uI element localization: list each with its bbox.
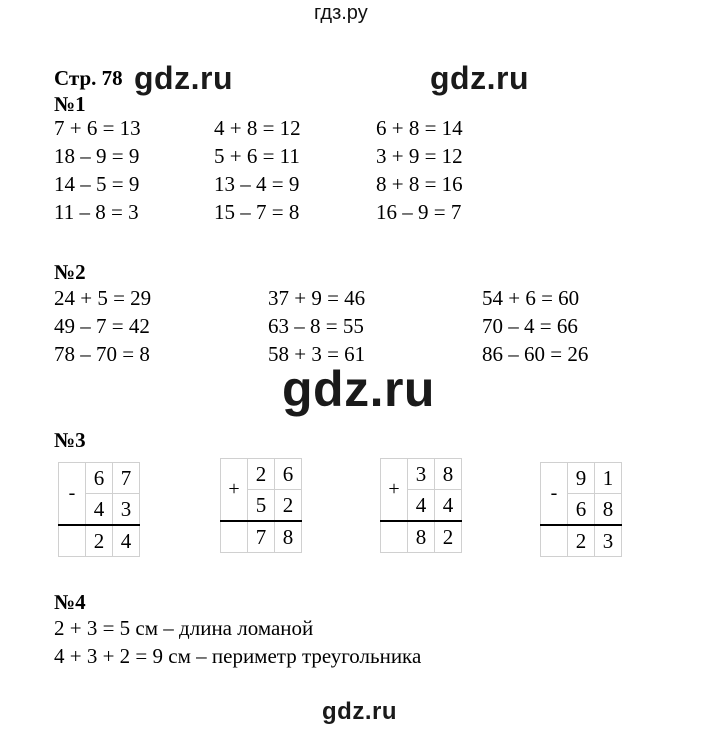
task-4-heading: №4 — [54, 590, 86, 614]
equation: 49 – 7 = 42 — [54, 314, 150, 338]
task-1-column-3 — [376, 114, 463, 226]
digit: 6 — [568, 494, 595, 526]
task-1-column-1 — [54, 114, 141, 226]
digit: 4 — [435, 490, 462, 522]
digit: 5 — [248, 490, 275, 522]
equation: 18 – 9 = 9 — [54, 144, 140, 168]
digit: 2 — [248, 459, 275, 490]
plus-sign: + — [221, 459, 248, 522]
task-4-lines — [54, 614, 421, 670]
equation: 5 + 6 = 11 — [214, 144, 300, 168]
equation: 37 + 9 = 46 — [268, 286, 366, 310]
solution-line: 4 + 3 + 2 = 9 см – периметр треугольника — [54, 644, 422, 668]
task-2-column-1 — [54, 284, 151, 368]
column-subtraction-2 — [540, 462, 622, 557]
digit: 7 — [113, 463, 140, 494]
result-digit: 4 — [113, 525, 140, 557]
equation: 15 – 7 = 8 — [214, 200, 300, 224]
task-1-heading: №1 — [54, 92, 86, 116]
digit: 6 — [275, 459, 302, 490]
site-header: гдз.ру — [314, 2, 368, 24]
digit: 3 — [113, 494, 140, 526]
equation: 3 + 9 = 12 — [376, 144, 463, 168]
result-digit: 8 — [275, 521, 302, 553]
task-2-heading: №2 — [54, 260, 86, 284]
task-3-heading: №3 — [54, 428, 86, 452]
result-digit: 2 — [435, 521, 462, 553]
equation: 70 – 4 = 66 — [482, 314, 578, 338]
digit: 8 — [435, 459, 462, 490]
equation: 63 – 8 = 55 — [268, 314, 364, 338]
result-digit: 3 — [595, 525, 622, 557]
equation: 58 + 3 = 61 — [268, 342, 366, 366]
digit: 4 — [86, 494, 113, 526]
equation: 7 + 6 = 13 — [54, 116, 141, 140]
digit: 3 — [408, 459, 435, 490]
column-addition-2 — [380, 458, 462, 553]
minus-sign: - — [541, 463, 568, 526]
equation: 4 + 8 = 12 — [214, 116, 301, 140]
result-digit: 2 — [568, 525, 595, 557]
equation: 54 + 6 = 60 — [482, 286, 580, 310]
result-digit: 2 — [86, 525, 113, 557]
watermark-large: gdz.ru — [282, 361, 435, 417]
digit: 2 — [275, 490, 302, 522]
digit: 8 — [595, 494, 622, 526]
equation: 14 – 5 = 9 — [54, 172, 140, 196]
equation: 86 – 60 = 26 — [482, 342, 589, 366]
task-2-column-3 — [482, 284, 588, 368]
digit: 6 — [86, 463, 113, 494]
equation: 8 + 8 = 16 — [376, 172, 463, 196]
watermark: gdz.ru — [134, 60, 233, 96]
plus-sign: + — [381, 459, 408, 522]
equation: 24 + 5 = 29 — [54, 286, 152, 310]
minus-sign: - — [59, 463, 86, 526]
digit: 9 — [568, 463, 595, 494]
result-digit: 7 — [248, 521, 275, 553]
equation: 78 – 70 = 8 — [54, 342, 150, 366]
solution-line: 2 + 3 = 5 см – длина ломаной — [54, 616, 314, 640]
task-1-column-2 — [214, 114, 301, 226]
page-reference: Стр. 78 — [54, 66, 123, 90]
digit: 1 — [595, 463, 622, 494]
task-2-column-2 — [268, 284, 365, 368]
watermark: gdz.ru — [430, 60, 529, 96]
result-digit: 8 — [408, 521, 435, 553]
digit: 4 — [408, 490, 435, 522]
column-subtraction-1 — [58, 462, 140, 557]
column-addition-1 — [220, 458, 302, 553]
equation: 13 – 4 = 9 — [214, 172, 300, 196]
equation: 6 + 8 = 14 — [376, 116, 463, 140]
equation: 16 – 9 = 7 — [376, 200, 462, 224]
watermark-bottom: gdz.ru — [322, 698, 397, 725]
equation: 11 – 8 = 3 — [54, 200, 139, 224]
